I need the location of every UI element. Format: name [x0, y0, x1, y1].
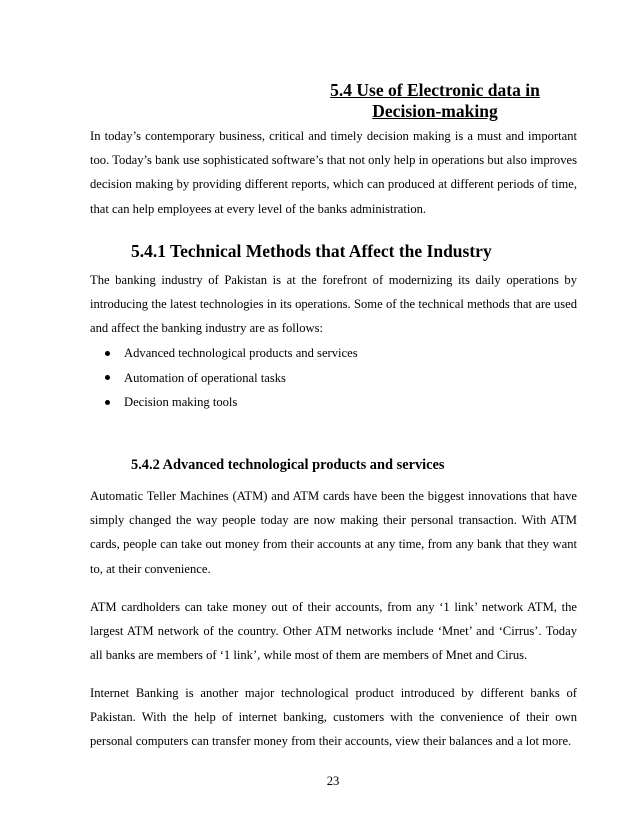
section-5-4-2-paragraph-3: Internet Banking is another major technological product introduced by different banks of Pakistan. With the help of internet banking, customers with the convenience of their own personal computers can transfer money from their accounts, view their balances and a lot more.	[90, 686, 577, 749]
section-heading-line-2: Decision-making	[372, 101, 498, 121]
list-item	[104, 341, 358, 366]
section-heading-5-4-1: 5.4.1 Technical Methods that Affect the Industry	[131, 241, 492, 261]
list-item	[104, 390, 358, 415]
list-item-text: Advanced technological products and services	[124, 346, 358, 360]
section-heading-5-4-2: 5.4.2 Advanced technological products and services	[131, 457, 445, 473]
section-heading-5-4	[270, 80, 600, 122]
section-5-4-2-paragraph-1: Automatic Teller Machines (ATM) and ATM cards have been the biggest innovations that have simply changed the way people today are now making their personal transaction. With ATM cards, people can take out money from their accounts at any time, from any bank that they want to, at their convenience.	[90, 489, 577, 576]
intro-paragraph: In today’s contemporary business, critical and timely decision making is a must and important too. Today’s bank use sophisticated software’s that not only help in operations but also improves decision making by providing different reports, which can produced at different periods of time, that can help employees at every level of the banks administration.	[90, 129, 577, 216]
section-heading-line-1: 5.4 Use of Electronic data in	[330, 80, 540, 100]
technical-methods-list	[104, 341, 358, 415]
bullet-icon	[105, 400, 110, 405]
section-5-4-1-paragraph: The banking industry of Pakistan is at the forefront of modernizing its daily operations by introducing the latest technologies in its operations. Some of the technical methods that are used and affect the banking industry are as follows:	[90, 273, 577, 336]
list-item-text: Decision making tools	[124, 395, 238, 409]
page-number: 23	[326, 774, 340, 788]
section-5-4-2-paragraph-2: ATM cardholders can take money out of their accounts, from any ‘1 link’ network ATM, the largest ATM network of the country. Other ATM networks include ‘Mnet’ and ‘Cirrus’. Today all banks are members of ‘1 link’, while most of them are members of Mnet and Cirus.	[90, 600, 577, 663]
list-item	[104, 366, 358, 391]
bullet-icon	[105, 351, 110, 356]
list-item-text: Automation of operational tasks	[124, 370, 286, 385]
bullet-icon	[105, 375, 110, 380]
